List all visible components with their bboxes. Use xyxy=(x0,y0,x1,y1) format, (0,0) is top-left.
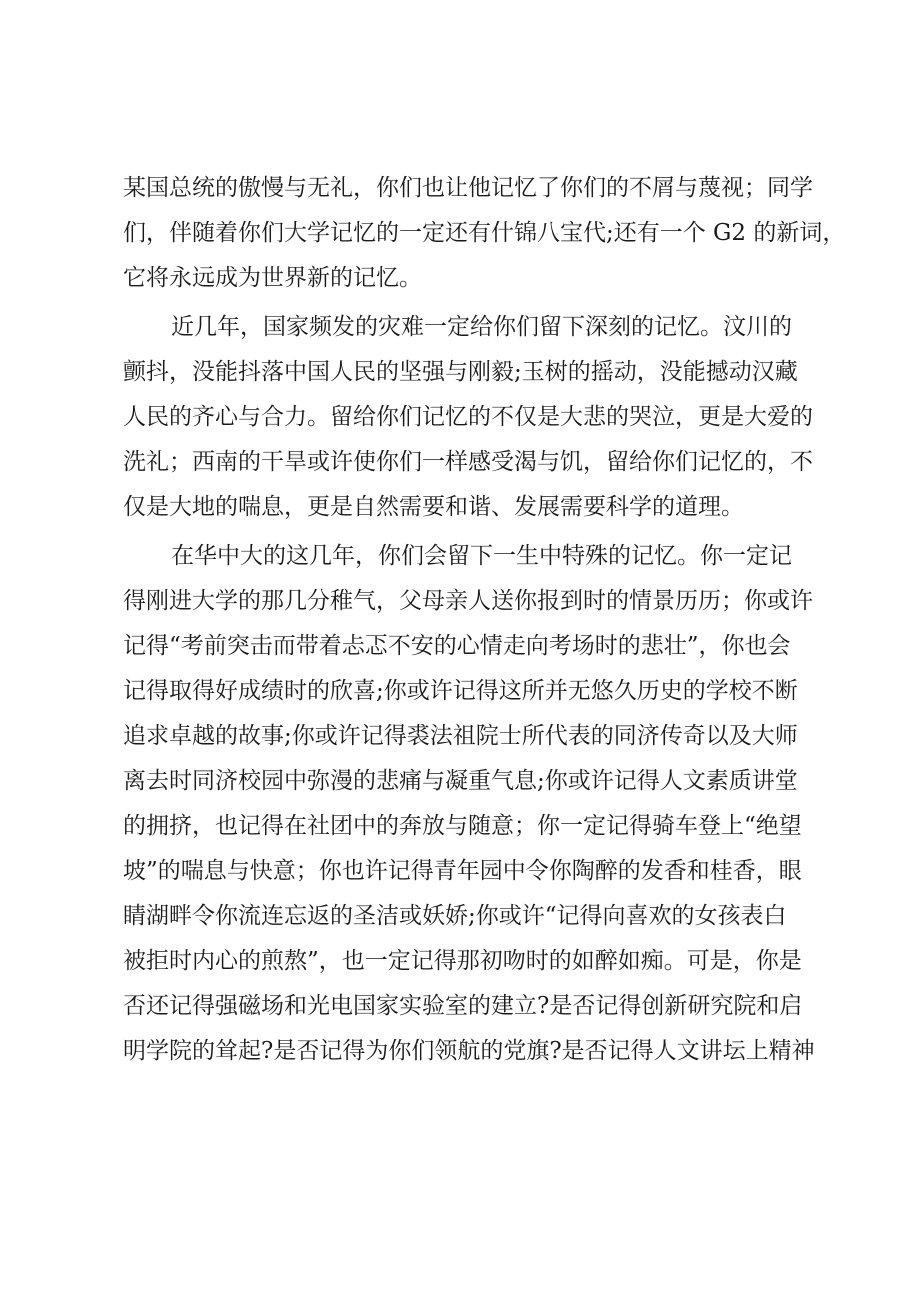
text-line: 颤抖，没能抖落中国人民的坚强与刚毅;玉树的摇动，没能撼动汉藏 xyxy=(123,359,798,385)
text-line: 离去时同济校园中弥漫的悲痛与凝重气息;你或许记得人文素质讲堂 xyxy=(123,768,798,794)
paragraph-3 xyxy=(123,534,823,1074)
text-line: 们，伴随着你们大学记忆的一定还有什锦八宝代;还有一个 G2 的新词， xyxy=(123,220,846,246)
paragraph-2 xyxy=(123,305,823,530)
text-line: 记得取得好成绩时的欣喜;你或许记得这所并无悠久历史的学校不断 xyxy=(123,678,798,704)
text-line: 坡”的喘息与快意；你也许记得青年园中令你陶醉的发香和桂香，眼 xyxy=(123,858,802,884)
text-line: 在华中大的这几年，你们会留下一生中特殊的记忆。你一定记 xyxy=(171,543,792,569)
text-line: 记得“考前突击而带着忐忑不安的心情走向考场时的悲壮”，你也会 xyxy=(123,633,791,659)
body-text xyxy=(123,166,846,1074)
text-line: 近几年，国家频发的灾难一定给你们留下深刻的记忆。汶川的 xyxy=(171,314,792,340)
text-line: 人民的齐心与合力。留给你们记忆的不仅是大悲的哭泣，更是大爱的 xyxy=(123,404,813,430)
text-line: 某国总统的傲慢与无礼，你们也让他记忆了你们的不屑与蔑视；同学 xyxy=(123,175,813,201)
text-line: 仅是大地的喘息，更是自然需要和谐、发展需要科学的道理。 xyxy=(123,494,744,520)
text-line: 洗礼；西南的干旱或许使你们一样感受渴与饥，留给你们记忆的，不 xyxy=(123,449,813,475)
text-line: 得刚进大学的那几分稚气，父母亲人送你报到时的情景历历；你或许 xyxy=(123,588,813,614)
text-line: 它将永远成为世界新的记忆。 xyxy=(123,265,422,291)
text-line: 否还记得强磁场和光电国家实验室的建立?是否记得创新研究院和启 xyxy=(123,993,803,1019)
text-line: 明学院的耸起?是否记得为你们领航的党旗?是否记得人文讲坛上精神 xyxy=(123,1038,815,1064)
text-line: 睛湖畔令你流连忘返的圣洁或妖娇;你或许“记得向喜欢的女孩表白 xyxy=(123,903,787,929)
text-line: 被拒时内心的煎熬”，也一定记得那初吻时的如醉如痴。可是，你是 xyxy=(123,948,802,974)
text-line: 追求卓越的故事;你或许记得裘法祖院士所代表的同济传奇以及大师 xyxy=(123,723,798,749)
text-line: 的拥挤，也记得在社团中的奔放与随意；你一定记得骑车登上“绝望 xyxy=(123,813,802,839)
paragraph-1 xyxy=(123,166,846,301)
